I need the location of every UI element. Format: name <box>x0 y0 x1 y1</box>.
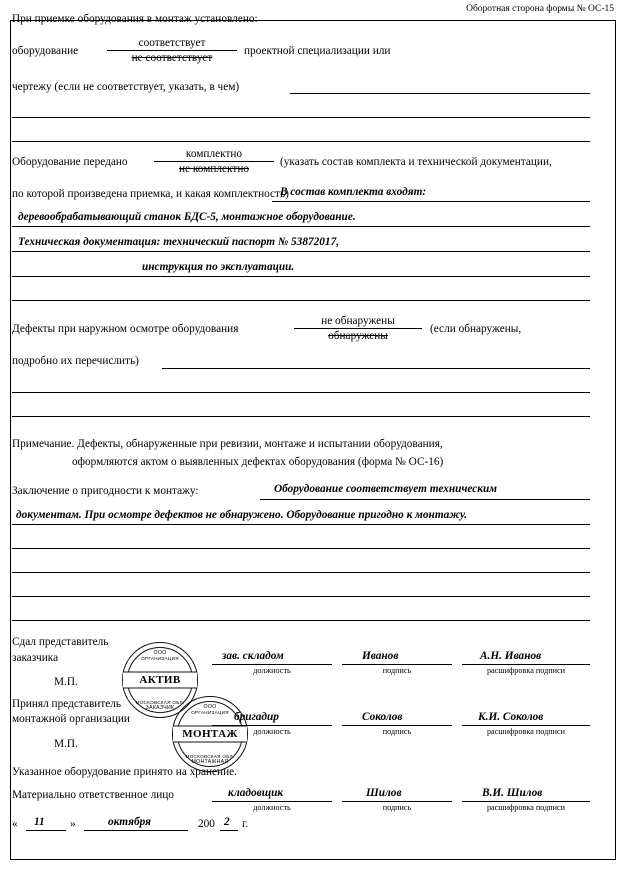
row2-signature-line <box>342 725 452 726</box>
compliance-fraction <box>107 37 237 65</box>
stamp-installation-organization <box>172 696 248 772</box>
blank-line <box>12 300 590 301</box>
row3-position-value: кладовщик <box>228 787 284 799</box>
row3-position-line <box>212 801 332 802</box>
defects-fraction <box>294 315 422 343</box>
stamp1-arc-bottom: ЗАКАЗЧИК <box>145 705 175 711</box>
row3-decoding-line <box>462 801 590 802</box>
handwriting-kit-contents-2: деревообрабатывающий станок БДС-5, монтажное оборудование. <box>18 211 356 223</box>
row3-decoding-value: В.И. Шилов <box>482 787 543 799</box>
date-month-line <box>84 830 188 831</box>
blank-line <box>260 499 590 500</box>
section1-line3: чертежу (если не соответствует, указать, в чем) <box>12 81 240 93</box>
row2-decoding-line <box>462 725 590 726</box>
blank-line <box>272 201 590 202</box>
row3-signature-line <box>342 801 452 802</box>
compliance-option-no: не соответствует <box>131 52 213 64</box>
col-header-position: должность <box>253 727 291 736</box>
date-day: 11 <box>34 816 45 828</box>
section3-line1-post: (если обнаружены, <box>430 323 522 335</box>
handwriting-kit-contents-4: инструкция по эксплуатации. <box>142 261 295 273</box>
col-header-decoding: расшифровка подписи <box>486 666 566 675</box>
handed-over-label-line1: Сдал представитель <box>12 636 109 648</box>
row1-position-line <box>212 664 332 665</box>
date-day-line <box>26 830 66 831</box>
accepted-label-line2: монтажной организации <box>12 713 130 725</box>
blank-line <box>12 548 590 549</box>
date-quote-open: « <box>12 818 18 830</box>
stamp1-arc-top2: ОРГАНИЗАЦИЯ <box>141 656 179 661</box>
conclusion-label: Заключение о пригодности к монтажу: <box>12 485 199 497</box>
accepted-label-line1: Принял представитель <box>12 698 122 710</box>
stamp2-arc-bottom2: МОСКОВСКАЯ ОБЛ. <box>185 754 235 759</box>
date-month: октября <box>108 816 151 828</box>
blank-line <box>12 141 590 142</box>
mp-label-1: М.П. <box>54 676 78 688</box>
date-year-suffix: г. <box>242 818 249 830</box>
stamp1-label: АКТИВ <box>139 674 181 686</box>
col-header-position: должность <box>253 803 291 812</box>
blank-line <box>12 392 590 393</box>
note-line2: оформляются актом о выявленных дефектах оборудования (форма № ОС-16) <box>72 456 444 468</box>
col-header-signature: подпись <box>382 727 412 736</box>
handwriting-conclusion-1: Оборудование соответствует техническим <box>274 483 498 495</box>
row3-signature-value: Шилов <box>366 787 402 799</box>
date-year-prefix: 200 <box>198 818 215 830</box>
row1-decoding-line <box>462 664 590 665</box>
stamp2-label: МОНТАЖ <box>182 728 238 740</box>
col-header-position: должность <box>253 666 291 675</box>
completeness-option-incomplete: не комплектно <box>178 163 250 175</box>
col-header-decoding: расшифровка подписи <box>486 727 566 736</box>
defects-option-none: не обнаружены <box>321 315 395 327</box>
blank-line <box>12 117 590 118</box>
row2-position-value: бригадир <box>234 711 279 723</box>
section2-line1-post: (указать состав комплекта и технической документации, <box>280 156 552 168</box>
completeness-fraction <box>154 148 274 176</box>
col-header-decoding: расшифровка подписи <box>486 803 566 812</box>
row2-decoding-value: К.И. Соколов <box>478 711 544 723</box>
compliance-option-yes: соответствует <box>138 37 206 49</box>
stamp2-arc-top2: ОРГАНИЗАЦИЯ <box>191 710 229 715</box>
blank-line <box>12 416 590 417</box>
handed-over-label-line2: заказчика <box>12 652 59 664</box>
row1-decoding-value: А.Н. Иванов <box>480 650 542 662</box>
col-header-signature: подпись <box>382 666 412 675</box>
handwriting-kit-contents-1: В состав комплекта входят: <box>280 186 427 198</box>
blank-line <box>12 251 590 252</box>
section1-line1: При приемке оборудования в монтаж установлено: <box>12 13 258 25</box>
col-header-signature: подпись <box>382 803 412 812</box>
row1-signature-value: Иванов <box>362 650 399 662</box>
section3-line1-pre: Дефекты при наружном осмотре оборудования <box>12 323 239 335</box>
date-year-line <box>220 830 238 831</box>
blank-line <box>12 226 590 227</box>
date-quote-close: » <box>70 818 76 830</box>
blank-line <box>290 93 590 94</box>
blank-line <box>162 368 590 369</box>
form-content <box>12 0 592 838</box>
blank-line <box>12 276 590 277</box>
note-line1: Примечание. Дефекты, обнаруженные при ревизии, монтаже и испытании оборудования, <box>12 438 443 450</box>
blank-line <box>12 572 590 573</box>
section2-line1-pre: Оборудование передано <box>12 156 128 168</box>
handwriting-conclusion-2: документам. При осмотре дефектов не обнаружено. Оборудование пригодно к монтажу. <box>16 509 468 521</box>
stamp1-arc-top: ООО <box>153 650 167 656</box>
form-reverse-side-note: Оборотная сторона формы № ОС-15 <box>466 4 614 14</box>
stamp2-arc-top: ООО <box>203 704 217 710</box>
handwriting-kit-contents-3: Техническая документация: технический паспорт № 53872017, <box>18 236 340 248</box>
section3-line2: подробно их перечислить) <box>12 355 139 367</box>
blank-line <box>12 596 590 597</box>
row1-signature-line <box>342 664 452 665</box>
row1-position-value: зав. складом <box>222 650 284 662</box>
responsible-person-label: Материально ответственное лицо <box>12 789 174 801</box>
blank-line <box>12 620 590 621</box>
storage-note: Указанное оборудование принято на хранение. <box>12 766 237 778</box>
blank-line <box>12 524 590 525</box>
stamp1-arc-bottom2: МОСКОВСКАЯ ОБЛ. <box>135 700 185 705</box>
completeness-option-complete: комплектно <box>185 148 243 160</box>
defects-option-found: обнаружены <box>328 330 388 342</box>
mp-label-2: М.П. <box>54 738 78 750</box>
section1-equipment-label: оборудование <box>12 45 79 57</box>
section1-line2-post: проектной специализации или <box>244 45 391 57</box>
stamp2-arc-bottom: МОНТАЖНАЯ <box>191 759 229 765</box>
row2-signature-value: Соколов <box>362 711 403 723</box>
section2-line2: по которой произведена приемка, и какая комплектность) <box>12 188 289 200</box>
date-year-digit: 2 <box>224 816 230 828</box>
